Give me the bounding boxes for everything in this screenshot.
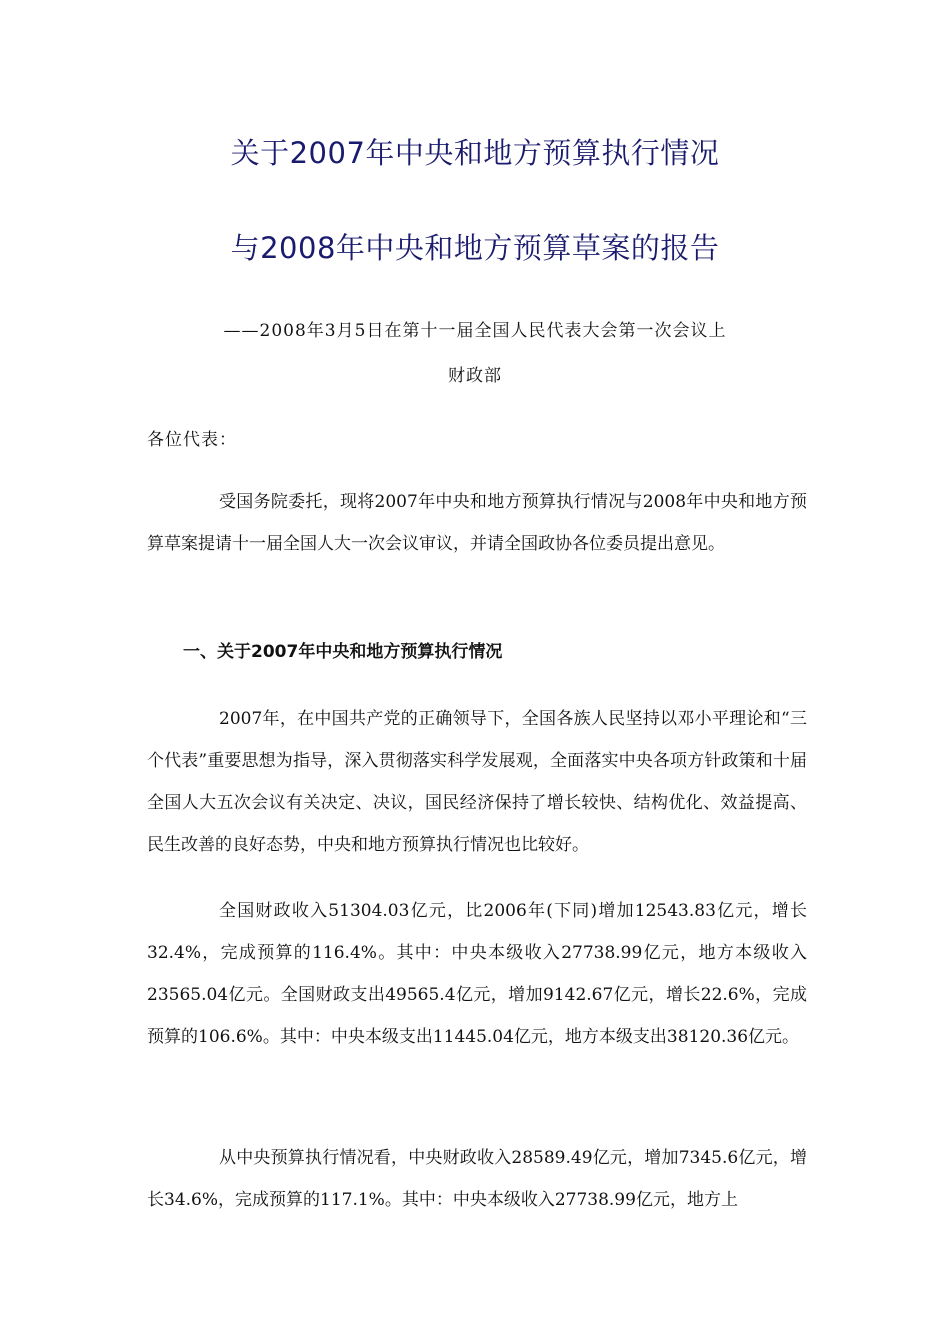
- document-subtitle: ——2008年3月5日在第十一届全国人民代表大会第一次会议上: [223, 321, 727, 341]
- document-title-line2: 与2008年中央和地方预算草案的报告: [230, 231, 720, 265]
- section-heading: 一、关于2007年中央和地方预算执行情况: [183, 642, 503, 662]
- paragraph-central-revenue: 从中央预算执行情况看，中央财政收入28589.49亿元，增加7345.6亿元，增长34.6%，完成预算的117.1%。其中：中央本级收入27738.99亿元，地方上: [147, 1148, 807, 1210]
- paragraph-intro: 受国务院委托，现将2007年中央和地方预算执行情况与2008年中央和地方预算草案提请十一届全国人大一次会议审议，并请全国政协各位委员提出意见。: [147, 492, 807, 554]
- document-title-line1: 关于2007年中央和地方预算执行情况: [230, 136, 720, 170]
- salutation: 各位代表：: [147, 430, 237, 450]
- paragraph-national-revenue: 全国财政收入51304.03亿元，比2006年(下同)增加12543.83亿元，增长32.4%，完成预算的116.4%。其中：中央本级收入27738.99亿元，地方本级收入23565.04亿元。全国财政支出49565.4亿元，增加9142.67亿元，增长22.6%，完成预算的106.6%。其中：中央本级支出11445.04亿元，地方本级支出38120.36亿元。: [147, 901, 807, 1047]
- document-author: 财政部: [448, 366, 502, 386]
- paragraph-overview: 2007年，在中国共产党的正确领导下，全国各族人民坚持以邓小平理论和“三个代表”重要思想为指导，深入贯彻落实科学发展观，全面落实中央各项方针政策和十届全国人大五次会议有关决定、决议，国民经济保持了增长较快、结构优化、效益提高、民生改善的良好态势，中央和地方预算执行情况也比较好。: [147, 709, 807, 855]
